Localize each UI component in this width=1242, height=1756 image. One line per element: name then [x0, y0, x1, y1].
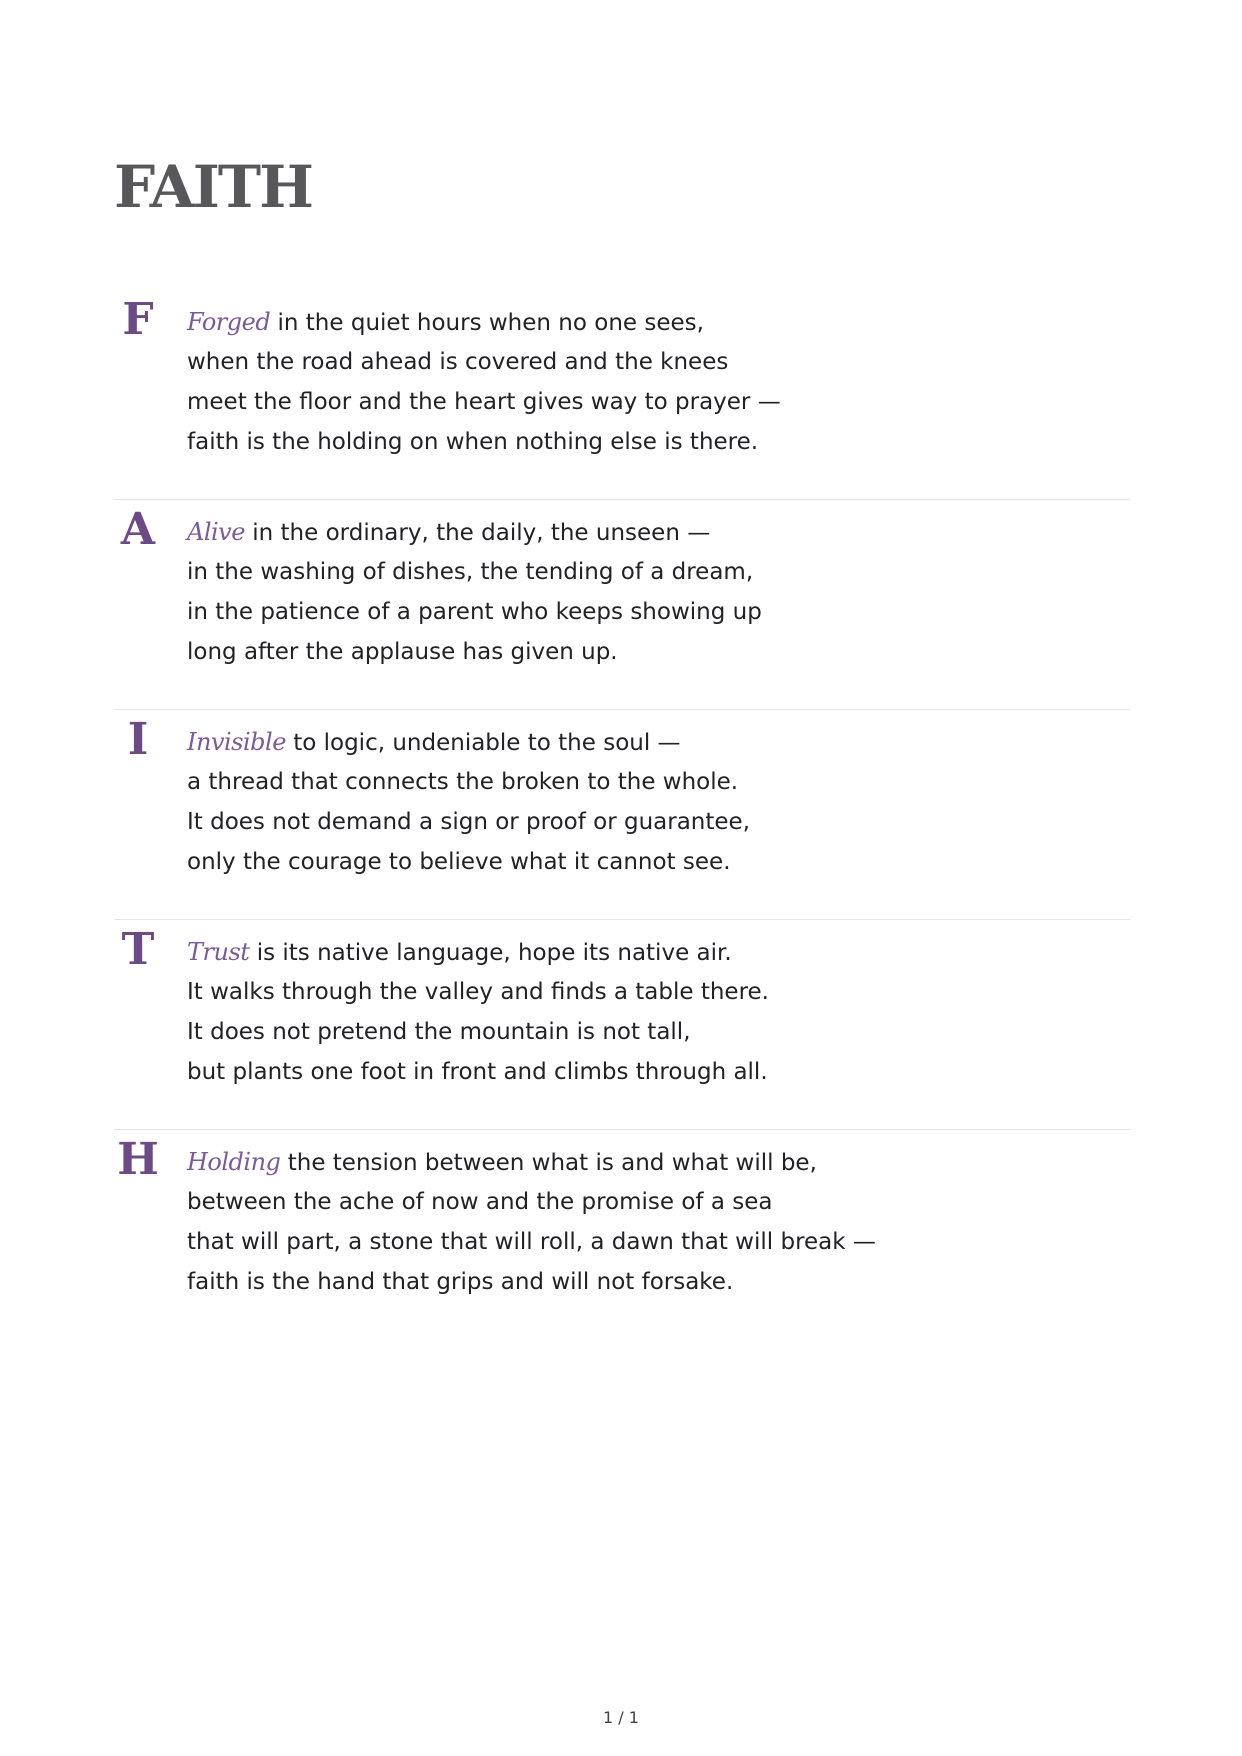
- stanza-line: only the courage to believe what it cannot see.: [187, 849, 731, 875]
- stanza-initial: T: [121, 924, 155, 975]
- line-text: to logic, undeniable to the soul —: [285, 730, 681, 756]
- lead-word: Trust: [187, 938, 250, 966]
- stanza-line: It does not pretend the mountain is not tall,: [187, 1019, 691, 1045]
- stanza-t: [114, 920, 1130, 1130]
- stanza-lines: [187, 512, 762, 672]
- stanza-line: faith is the hand that grips and will not forsake.: [187, 1269, 734, 1295]
- stanza-line: in the patience of a parent who keeps showing up: [187, 599, 762, 625]
- stanza-f: [114, 290, 1130, 500]
- stanza-line: [187, 932, 769, 972]
- stanza-initial: F: [122, 294, 154, 345]
- stanza-line: [187, 512, 762, 552]
- stanza-lines: [187, 722, 750, 882]
- lead-word: Forged: [187, 308, 271, 336]
- stanza-h: [114, 1130, 1130, 1340]
- line-text: in the ordinary, the daily, the unseen —: [244, 520, 711, 546]
- page-number: 1 / 1: [603, 1708, 639, 1727]
- poem-title: FAITH: [114, 153, 312, 221]
- lead-word: Holding: [187, 1148, 281, 1176]
- stanza-initial: H: [117, 1134, 159, 1185]
- stanza-line: faith is the holding on when nothing else is there.: [187, 429, 759, 455]
- lead-word: Invisible: [187, 728, 286, 756]
- stanza-initial: A: [120, 504, 156, 555]
- stanza-line: It walks through the valley and finds a table there.: [187, 979, 769, 1005]
- stanza-line: when the road ahead is covered and the knees: [187, 349, 729, 375]
- line-text: is its native language, hope its native air.: [249, 940, 732, 966]
- stanza-line: in the washing of dishes, the tending of a dream,: [187, 559, 754, 585]
- stanza-a: [114, 500, 1130, 710]
- stanza-line: [187, 722, 750, 762]
- stanza-line: between the ache of now and the promise of a sea: [187, 1189, 773, 1215]
- stanza-line: meet the floor and the heart gives way to prayer —: [187, 389, 781, 415]
- stanza-lines: [187, 302, 781, 462]
- stanza-line: [187, 302, 781, 342]
- poem-body: [114, 290, 1130, 1340]
- stanza-line: but plants one foot in front and climbs through all.: [187, 1059, 768, 1085]
- stanza-lines: [187, 932, 769, 1092]
- line-text: in the quiet hours when no one sees,: [270, 310, 704, 336]
- stanza-line: a thread that connects the broken to the whole.: [187, 769, 739, 795]
- line-text: the tension between what is and what will be,: [280, 1150, 817, 1176]
- stanza-line: long after the applause has given up.: [187, 639, 618, 665]
- stanza-line: [187, 1142, 876, 1182]
- stanza-initial: I: [127, 714, 149, 765]
- stanza-i: [114, 710, 1130, 920]
- lead-word: Alive: [187, 518, 245, 546]
- stanza-line: It does not demand a sign or proof or guarantee,: [187, 809, 751, 835]
- stanza-line: that will part, a stone that will roll, a dawn that will break —: [187, 1229, 876, 1255]
- stanza-lines: [187, 1142, 876, 1302]
